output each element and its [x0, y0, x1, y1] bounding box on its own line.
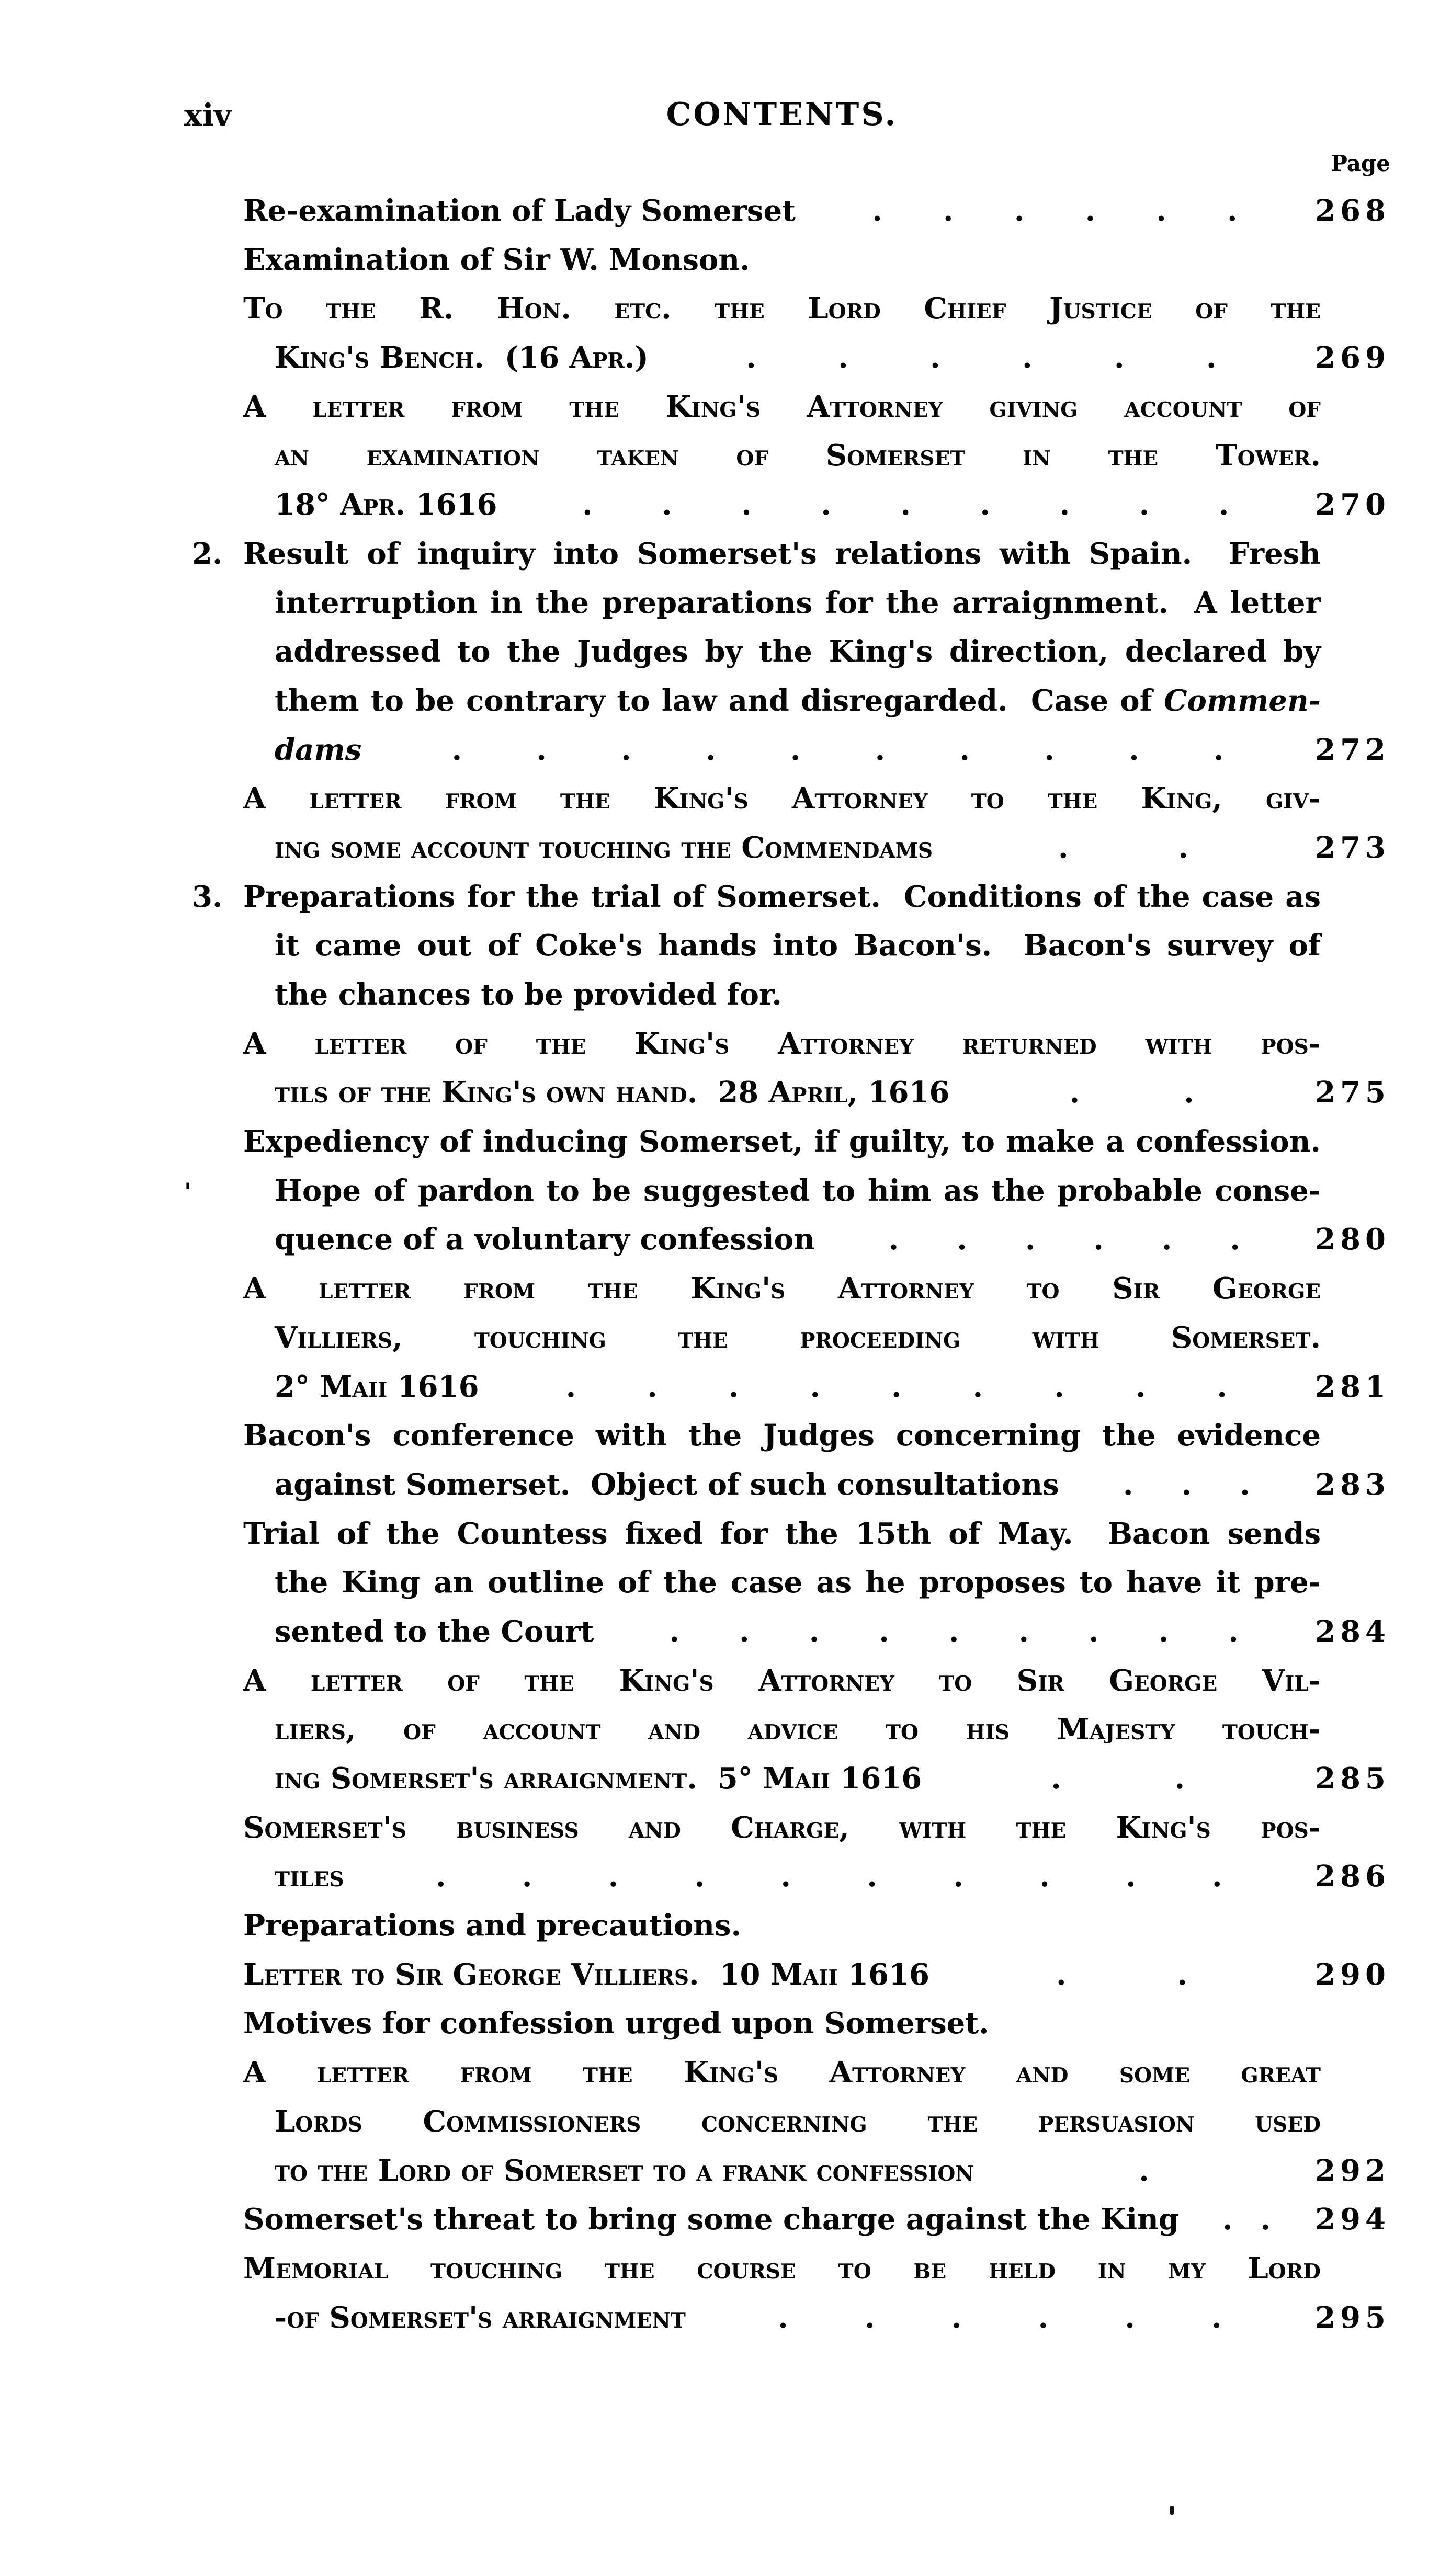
toc-line [192, 1754, 1390, 1804]
dot-leader: . . . . . . [778, 2300, 1222, 2335]
entry-text: liers, of account and advice to his Majesty touch- [275, 1712, 1321, 1747]
toc-line [192, 1167, 1390, 1216]
toc-line [192, 2195, 1390, 2244]
dot-leader: . . . . . . . . . . [435, 1859, 1222, 1894]
entry-text: Result of inquiry into Somerset's relations with Spain. Fresh [243, 536, 1321, 571]
item-number: 3. [192, 879, 223, 914]
entry-text: them to be contrary to law and disregarded. Case of Commen- [275, 683, 1321, 718]
page-number: 294 [1315, 2202, 1390, 2237]
entry-text: Examination of Sir W. Monson. [243, 242, 750, 277]
page-number: 285 [1315, 1761, 1390, 1796]
entry-text: to the Lord of Somerset to a frank confession [275, 2153, 974, 2188]
toc-line [192, 2147, 1390, 2196]
toc-line [192, 383, 1390, 432]
entry-text: A letter from the King's Attorney to Sir George [243, 1271, 1321, 1306]
page-number: 272 [1315, 732, 1390, 767]
page-column-label: Page [1331, 151, 1390, 176]
page-number: 292 [1315, 2153, 1390, 2188]
page-number: 268 [1315, 193, 1390, 228]
toc-line [192, 1363, 1390, 1412]
page-number: 273 [1315, 830, 1390, 865]
toc-line [192, 481, 1390, 530]
dot-leader: . . . . . . . . . [669, 1614, 1239, 1649]
toc-line [192, 1852, 1390, 1901]
entry-text: -of Somerset's arraignment [275, 2300, 686, 2335]
entry-text: A letter from the King's Attorney to the King, giv- [243, 781, 1321, 816]
entry-text: A letter of the King's Attorney to Sir George Vil- [243, 1663, 1321, 1698]
toc-entries [192, 187, 1390, 2342]
toc-line [192, 677, 1390, 726]
toc-line [192, 824, 1390, 873]
entry-text: tils of the King's own hand. 28 April, 1616 [275, 1075, 950, 1110]
toc-line [192, 1020, 1390, 1069]
entry-text: quence of a voluntary confession [275, 1222, 815, 1257]
entry-text: ing Somerset's arraignment. 5° Maii 1616 [275, 1761, 922, 1796]
toc-line [192, 971, 1390, 1020]
dot-leader: . . . . . . . . . . [451, 732, 1224, 767]
entry-text: ing some account touching the Commendams [275, 830, 933, 865]
entry-text: Somerset's threat to bring some charge against the King [243, 2202, 1180, 2237]
page-number: 269 [1315, 340, 1390, 375]
toc-line [192, 1118, 1390, 1167]
entry-text: Preparations and precautions. [243, 1908, 741, 1943]
entry-text: A letter of the King's Attorney returned with pos- [243, 1026, 1321, 1061]
dot-leader: . . [1058, 830, 1189, 865]
entry-text: To the R. Hon. etc. the Lord Chief Justice of the [243, 291, 1321, 326]
dot-leader: . . [1056, 1957, 1187, 1992]
page-number: 281 [1315, 1369, 1390, 1404]
entry-text: Expediency of inducing Somerset, if guilty, to make a confession. [243, 1124, 1321, 1159]
dot-leader: . . . [1123, 1467, 1250, 1502]
dot-leader: . [1139, 2153, 1149, 2188]
dot-leader: . . . . . . [888, 1222, 1240, 1257]
toc-line [192, 921, 1390, 971]
toc-line [192, 530, 1390, 579]
page-number: 280 [1315, 1222, 1390, 1257]
entry-text: addressed to the Judges by the King's direction, declared by [275, 634, 1321, 669]
toc-line [192, 1608, 1390, 1657]
page-title: CONTENTS. [666, 96, 898, 133]
page-number: 283 [1315, 1467, 1390, 1502]
toc-line [192, 628, 1390, 677]
entry-text: King's Bench. (16 Apr.) [275, 340, 649, 375]
entry-text: Villiers, touching the proceeding with Somerset. [275, 1320, 1321, 1355]
toc-line [192, 1068, 1390, 1118]
entry-text: sented to the Court [275, 1614, 594, 1649]
toc-line [192, 1314, 1390, 1363]
entry-text: the chances to be provided for. [275, 977, 782, 1012]
dot-leader: . . [1222, 2202, 1271, 2237]
entry-text: Bacon's conference with the Judges concerning the evidence [243, 1418, 1321, 1453]
toc-line [192, 1804, 1390, 1853]
page-number: 290 [1315, 1957, 1390, 1992]
entry-text: the King an outline of the case as he proposes to have it pre- [275, 1565, 1321, 1600]
entry-text: Somerset's business and Charge, with the King's pos- [243, 1810, 1321, 1845]
toc-line [192, 2098, 1390, 2147]
entry-text: Preparations for the trial of Somerset. Conditions of the case as [243, 879, 1321, 914]
page-number: 284 [1315, 1614, 1390, 1649]
toc-line [192, 1461, 1390, 1510]
page-number: 275 [1315, 1075, 1390, 1110]
dot-leader: . . [1069, 1075, 1194, 1110]
dot-leader: . . . . . . . . . [565, 1369, 1227, 1404]
stray-ink-mark: ' [184, 1178, 192, 1206]
item-number: 2. [192, 536, 223, 571]
entry-text: dams [275, 732, 362, 767]
entry-text: tiles [275, 1859, 344, 1894]
toc-line [192, 1705, 1390, 1754]
entry-text: an examination taken of Somerset in the Tower. [275, 438, 1321, 473]
entry-text: A letter from the King's Attorney and some great [243, 2055, 1321, 2090]
entry-text: interruption in the preparations for the arraignment. A letter [275, 585, 1321, 620]
toc-line [192, 236, 1390, 285]
toc-line [192, 1657, 1390, 1706]
dot-leader: . . . . . . . . . [582, 487, 1229, 522]
toc-line [192, 2294, 1390, 2343]
toc-line [192, 1510, 1390, 1559]
page-number: 270 [1315, 487, 1390, 522]
toc-line [192, 431, 1390, 481]
entry-text: Motives for confession urged upon Somerset. [243, 2006, 989, 2041]
toc-line [192, 873, 1390, 922]
toc-line [192, 1411, 1390, 1461]
toc-line [192, 1558, 1390, 1608]
entry-text: Memorial touching the course to be held in my Lord [243, 2251, 1321, 2286]
page-number: 286 [1315, 1859, 1390, 1894]
entry-text: Re-examination of Lady Somerset [243, 193, 796, 228]
entry-text: it came out of Coke's hands into Bacon's. Bacon's survey of [275, 928, 1321, 963]
toc-line [192, 284, 1390, 334]
entry-text: 2° Maii 1616 [275, 1369, 479, 1404]
folio-number: xiv [184, 97, 232, 133]
page-number: 295 [1315, 2300, 1390, 2335]
entry-text: A letter from the King's Attorney giving account of [243, 389, 1321, 424]
toc-line [192, 2048, 1390, 2098]
dot-leader: . . . . . . [872, 193, 1238, 228]
entry-text: Letter to Sir George Villiers. 10 Maii 1616 [243, 1957, 930, 1992]
entry-text: Lords Commissioners concerning the persuasion used [275, 2104, 1321, 2139]
entry-text: Hope of pardon to be suggested to him as the probable conse- [275, 1173, 1321, 1208]
toc-line [192, 187, 1390, 236]
entry-text: against Somerset. Object of such consultations [275, 1467, 1059, 1502]
toc-line [192, 1951, 1390, 2000]
toc-line [192, 1215, 1390, 1264]
toc-line [192, 726, 1390, 775]
toc-line [192, 1264, 1390, 1314]
ink-speck [1170, 2506, 1174, 2515]
dot-leader: . . . . . . [746, 340, 1217, 375]
toc-line [192, 2244, 1390, 2294]
toc-line [192, 774, 1390, 824]
toc-line [192, 1999, 1390, 2048]
entry-text: 18° Apr. 1616 [275, 487, 497, 522]
toc-line [192, 334, 1390, 383]
entry-text: Trial of the Countess fixed for the 15th of May. Bacon sends [243, 1516, 1321, 1551]
toc-line [192, 579, 1390, 628]
toc-line [192, 1901, 1390, 1951]
dot-leader: . . [1051, 1761, 1185, 1796]
